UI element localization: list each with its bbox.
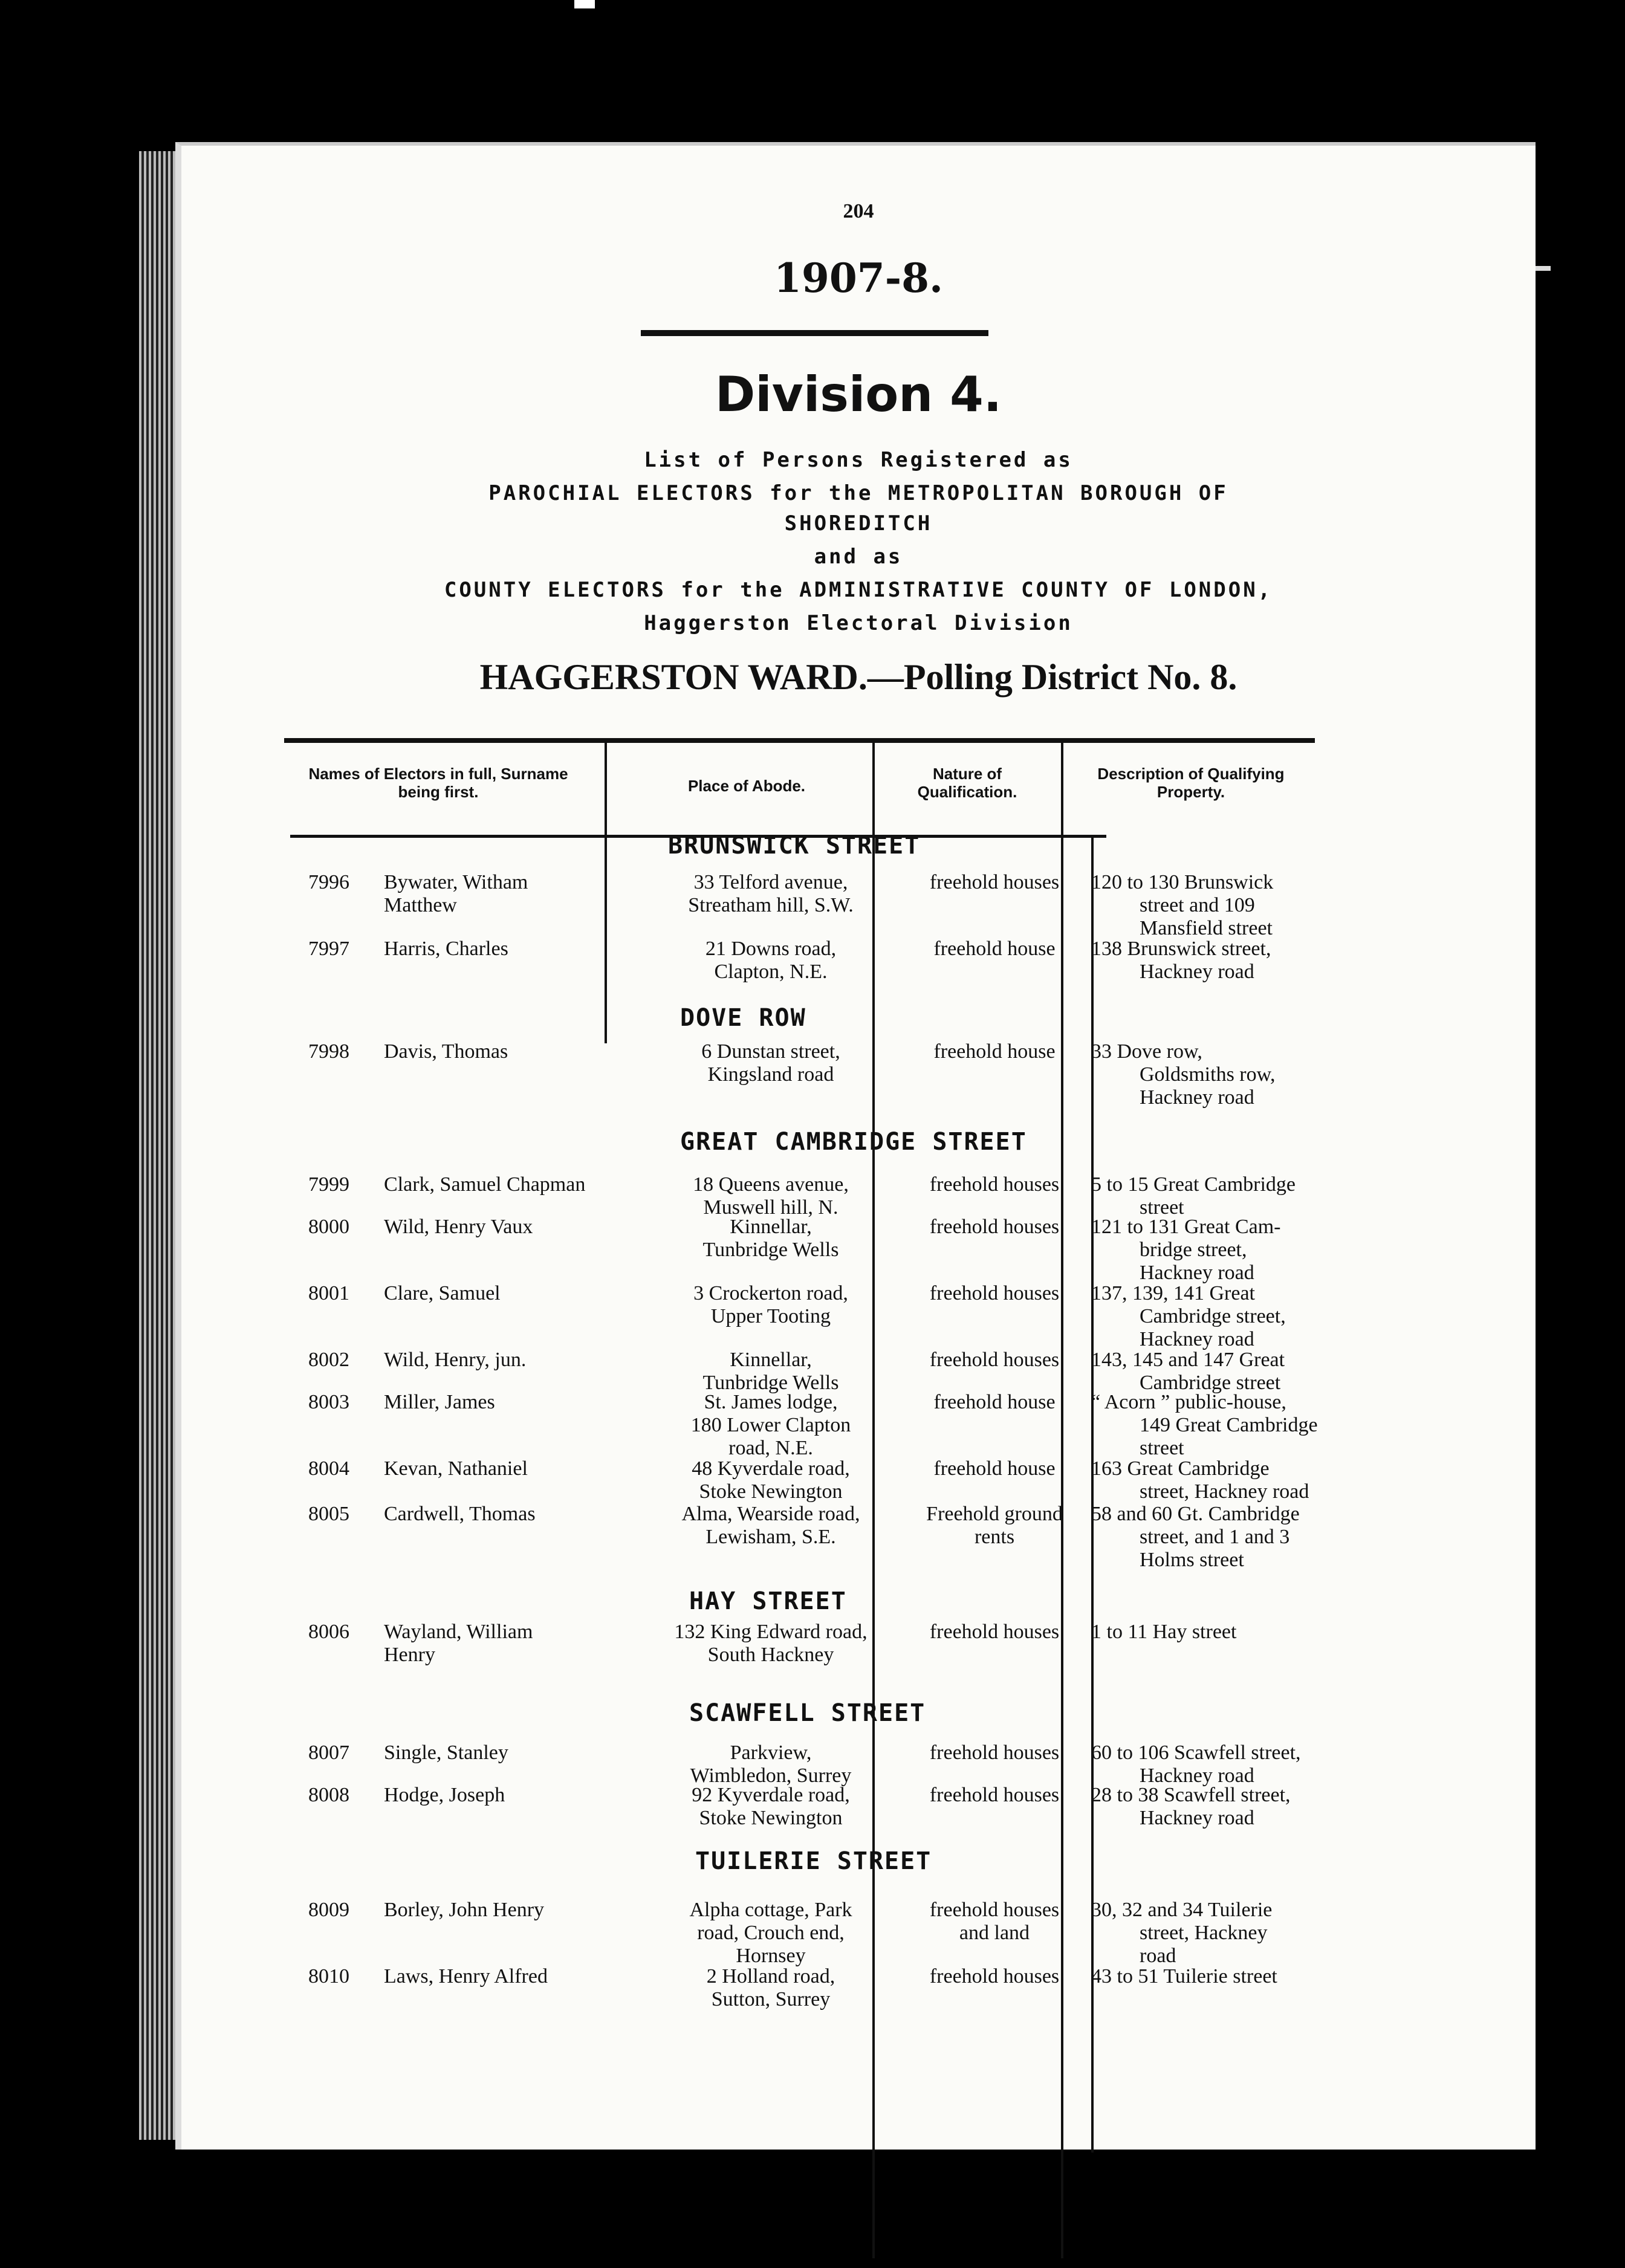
elector-name (308, 1040, 647, 1063)
scan-mark (574, 0, 595, 8)
name-line: Hodge, Joseph (384, 1784, 505, 1806)
place-of-abode-line: 180 Lower Clapton (690, 1414, 851, 1436)
qualification (898, 871, 1091, 894)
street-heading: GREAT CAMBRIDGE STREET (680, 1128, 1027, 1156)
name-line: Clare, Samuel (384, 1282, 501, 1304)
place-of-abode-line: 2 Holland road, (706, 1965, 835, 1988)
property-description-line: street, Hackney road (1140, 1480, 1309, 1503)
place-of-abode-line: Parkview, (730, 1742, 812, 1764)
property-description-line: 138 Brunswick street, (1091, 938, 1271, 960)
heading-line: List of Persons Registered as (644, 448, 1073, 472)
property-description (1091, 1457, 1406, 1503)
column-header-description: Description of Qualifying Property. (1097, 765, 1285, 801)
page-number: 204 (843, 200, 874, 222)
elector-number: 8010 (308, 1965, 349, 1988)
elector-name (308, 1282, 647, 1305)
elector-number: 7997 (308, 938, 349, 960)
qualification-line: freehold house (933, 1391, 1056, 1413)
property-description-line: street and 109 (1140, 894, 1255, 916)
property-description (1091, 938, 1406, 983)
qualification (898, 1040, 1091, 1063)
property-description (1091, 1282, 1406, 1351)
place-of-abode (641, 1503, 901, 1549)
property-description (1091, 1216, 1406, 1285)
place-of-abode (641, 1899, 901, 1968)
property-description-line: Cambridge street, (1140, 1305, 1286, 1327)
qualification-line: and land (959, 1922, 1030, 1944)
property-description-line: 58 and 60 Gt. Cambridge (1091, 1503, 1300, 1525)
heading-line: COUNTY ELECTORS for the ADMINISTRATIVE COUNTY OF LONDON, (444, 578, 1273, 602)
street-heading: DOVE ROW (680, 1004, 806, 1032)
elector-number: 8000 (308, 1216, 349, 1238)
qualification (898, 1899, 1091, 1945)
street-heading: TUILERIE STREET (695, 1847, 932, 1875)
place-of-abode-line: Sutton, Surrey (711, 1988, 831, 2010)
place-of-abode (641, 1784, 901, 1830)
name-line: Kevan, Nathaniel (384, 1457, 528, 1480)
street-heading: HAY STREET (689, 1587, 847, 1615)
property-description (1091, 1391, 1406, 1460)
elector-name (308, 1391, 647, 1414)
heading-line: Haggerston Electoral Division (644, 611, 1073, 635)
place-of-abode-line: Upper Tooting (710, 1305, 831, 1327)
qualification-line: freehold houses (929, 1216, 1060, 1238)
qualification (898, 1503, 1091, 1549)
qualification-line: freehold houses (929, 1899, 1060, 1921)
qualification (898, 1965, 1091, 1988)
property-description (1091, 1503, 1406, 1572)
name-line: Matthew (384, 894, 457, 916)
property-description-line: Hackney road (1140, 1262, 1254, 1284)
elector-number: 8004 (308, 1457, 349, 1480)
place-of-abode (641, 938, 901, 983)
name-line: Davis, Thomas (384, 1040, 508, 1063)
property-description-line: Goldsmiths row, (1140, 1063, 1276, 1086)
name-line: Harris, Charles (384, 938, 508, 960)
name-line: Single, Stanley (384, 1742, 508, 1764)
heading-line: and as (814, 545, 903, 569)
name-line: Miller, James (384, 1391, 495, 1413)
name-line: Laws, Henry Alfred (384, 1965, 548, 1988)
heading-line: SHOREDITCH (784, 511, 933, 536)
property-description-line: 143, 145 and 147 Great (1091, 1349, 1285, 1371)
qualification-line: rents (974, 1526, 1015, 1548)
place-of-abode-line: Kinnellar, (730, 1349, 812, 1371)
book-edge-strip (139, 151, 175, 2140)
place-of-abode (641, 1457, 901, 1503)
qualification-line: freehold houses (929, 1965, 1060, 1988)
place-of-abode-line: St. James lodge, (704, 1391, 838, 1413)
place-of-abode-line: Alpha cottage, Park (689, 1899, 852, 1921)
qualification-line: freehold houses (929, 1621, 1060, 1643)
property-description-line: Hackney road (1140, 1086, 1254, 1109)
place-of-abode-line: Alma, Wearside road, (681, 1503, 860, 1525)
elector-name (308, 1621, 647, 1667)
name-line: Henry (384, 1644, 435, 1666)
year-heading: 1907-8. (774, 254, 943, 302)
place-of-abode-line: 21 Downs road, (705, 938, 837, 960)
name-line: Cardwell, Thomas (384, 1503, 536, 1525)
place-of-abode-line: Kingsland road (707, 1063, 834, 1086)
column-header-abode: Place of Abode. (687, 777, 806, 795)
elector-number: 8009 (308, 1899, 349, 1921)
property-description (1091, 1621, 1406, 1644)
place-of-abode-line: 18 Queens avenue, (693, 1173, 849, 1196)
property-description-line: 137, 139, 141 Great (1091, 1282, 1256, 1304)
register-page (175, 142, 1536, 2150)
qualification-line: freehold house (933, 1457, 1056, 1480)
street-heading: SCAWFELL STREET (689, 1699, 926, 1727)
elector-number: 8003 (308, 1391, 349, 1413)
place-of-abode-line: Muswell hill, N. (703, 1196, 838, 1219)
place-of-abode-line: Streatham hill, S.W. (688, 894, 854, 916)
place-of-abode-line: Tunbridge Wells (702, 1372, 839, 1394)
place-of-abode (641, 1349, 901, 1395)
property-description-line: street (1140, 1196, 1184, 1219)
heading-line: PAROCHIAL ELECTORS for the METROPOLITAN BOROUGH OF (488, 481, 1228, 505)
place-of-abode (641, 1216, 901, 1262)
place-of-abode-line: Stoke Newington (699, 1480, 843, 1503)
qualification-line: freehold houses (929, 871, 1060, 893)
qualification-line: Freehold ground (926, 1503, 1063, 1525)
elector-name (308, 1349, 647, 1372)
qualification-line: freehold house (933, 1040, 1056, 1063)
property-description-line: street (1140, 1437, 1184, 1459)
property-description (1091, 1173, 1406, 1219)
place-of-abode (641, 1040, 901, 1086)
property-description-line: 60 to 106 Scawfell street, (1091, 1742, 1301, 1764)
place-of-abode-line: South Hackney (707, 1644, 834, 1666)
elector-name (308, 1173, 647, 1196)
street-heading: BRUNSWICK STREET (668, 832, 921, 860)
place-of-abode (641, 1621, 901, 1667)
qualification (898, 1457, 1091, 1480)
qualification (898, 938, 1091, 961)
elector-number: 7996 (308, 871, 349, 893)
qualification (898, 1349, 1091, 1372)
qualification (898, 1621, 1091, 1644)
qualification (898, 1784, 1091, 1807)
elector-number: 7999 (308, 1173, 349, 1196)
place-of-abode-line: 33 Telford avenue, (693, 871, 848, 893)
place-of-abode-line: Wimbledon, Surrey (690, 1764, 852, 1787)
place-of-abode-line: Hornsey (736, 1945, 806, 1967)
column-header-names: Names of Electors in full, Surname being first. (308, 765, 568, 801)
property-description (1091, 1965, 1406, 1988)
name-line: Wayland, William (384, 1621, 533, 1643)
elector-number: 7998 (308, 1040, 349, 1063)
qualification-line: freehold houses (929, 1784, 1060, 1806)
property-description-line: Holms street (1140, 1549, 1244, 1571)
place-of-abode (641, 1965, 901, 2011)
name-line: Bywater, Witham (384, 871, 528, 893)
place-of-abode (641, 1742, 901, 1787)
elector-name (308, 1216, 647, 1239)
property-description-line: Hackney road (1140, 1764, 1254, 1787)
qualification-line: freehold houses (929, 1173, 1060, 1196)
property-description-line: 121 to 131 Great Cam- (1091, 1216, 1281, 1238)
place-of-abode (641, 871, 901, 917)
heading-rule (641, 330, 988, 336)
property-description (1091, 1784, 1406, 1830)
elector-name (308, 871, 647, 917)
property-description-line: “ Acorn ” public-house, (1091, 1391, 1286, 1413)
name-line: Clark, Samuel Chapman (384, 1173, 586, 1196)
property-description (1091, 871, 1406, 940)
property-description-line: Hackney road (1140, 1807, 1254, 1829)
division-title: Division 4. (715, 366, 1002, 423)
property-description-line: street, and 1 and 3 (1140, 1526, 1290, 1548)
name-line: Wild, Henry Vaux (384, 1216, 533, 1238)
elector-name (308, 1742, 647, 1764)
column-divider (1061, 741, 1063, 2258)
property-description-line: 43 to 51 Tuilerie street (1091, 1965, 1277, 1988)
property-description-line: street, Hackney (1140, 1922, 1268, 1944)
qualification (898, 1391, 1091, 1414)
qualification (898, 1742, 1091, 1764)
property-description-line: 163 Great Cambridge (1091, 1457, 1270, 1480)
ward-title: HAGGERSTON WARD.—Polling District No. 8. (479, 657, 1237, 697)
elector-number: 8001 (308, 1282, 349, 1304)
place-of-abode-line: Tunbridge Wells (702, 1239, 839, 1261)
qualification (898, 1282, 1091, 1305)
property-description-line: 5 to 15 Great Cambridge (1091, 1173, 1296, 1196)
elector-number: 8005 (308, 1503, 349, 1525)
elector-name (308, 1784, 647, 1807)
place-of-abode-line: 92 Kyverdale road, (692, 1784, 850, 1806)
elector-number: 8007 (308, 1742, 349, 1764)
property-description-line: 28 to 38 Scawfell street, (1091, 1784, 1291, 1806)
property-description (1091, 1349, 1406, 1395)
table-top-rule (284, 738, 1315, 743)
property-description-line: 30, 32 and 34 Tuilerie (1091, 1899, 1273, 1921)
property-description-line: Hackney road (1140, 1328, 1254, 1350)
qualification-line: freehold houses (929, 1282, 1060, 1304)
place-of-abode-line: 3 Crockerton road, (693, 1282, 848, 1304)
place-of-abode-line: Kinnellar, (730, 1216, 812, 1238)
elector-number: 8008 (308, 1784, 349, 1806)
elector-number: 8006 (308, 1621, 349, 1643)
place-of-abode-line: Lewisham, S.E. (705, 1526, 836, 1548)
place-of-abode-line: Stoke Newington (699, 1807, 843, 1829)
property-description (1091, 1899, 1406, 1968)
name-line: Borley, John Henry (384, 1899, 545, 1921)
place-of-abode (641, 1282, 901, 1328)
property-description (1091, 1040, 1406, 1109)
place-of-abode-line: 6 Dunstan street, (701, 1040, 840, 1063)
qualification (898, 1216, 1091, 1239)
qualification-line: freehold houses (929, 1742, 1060, 1764)
property-description-line: bridge street, (1140, 1239, 1247, 1261)
name-line: Wild, Henry, jun. (384, 1349, 527, 1371)
column-header-qualification: Nature of Qualification. (917, 765, 1017, 801)
elector-name (308, 1899, 647, 1922)
property-description (1091, 1742, 1406, 1787)
elector-name (308, 1503, 647, 1526)
property-description-line: Hackney road (1140, 961, 1254, 983)
place-of-abode-line: Clapton, N.E. (714, 961, 828, 983)
place-of-abode (641, 1391, 901, 1460)
property-description-line: road (1140, 1945, 1176, 1967)
elector-name (308, 1457, 647, 1480)
place-of-abode-line: 48 Kyverdale road, (692, 1457, 850, 1480)
property-description-line: Cambridge street (1140, 1372, 1281, 1394)
place-of-abode-line: road, Crouch end, (697, 1922, 845, 1944)
qualification (898, 1173, 1091, 1196)
property-description-line: Mansfield street (1140, 917, 1273, 939)
property-description-line: 33 Dove row, (1091, 1040, 1202, 1063)
elector-number: 8002 (308, 1349, 349, 1371)
qualification-line: freehold house (933, 938, 1056, 960)
qualification-line: freehold houses (929, 1349, 1060, 1371)
place-of-abode (641, 1173, 901, 1219)
place-of-abode-line: 132 King Edward road, (674, 1621, 868, 1643)
property-description-line: 120 to 130 Brunswick (1091, 871, 1274, 893)
property-description-line: 149 Great Cambridge (1140, 1414, 1318, 1436)
place-of-abode-line: road, N.E. (728, 1437, 813, 1459)
property-description-line: 1 to 11 Hay street (1091, 1621, 1237, 1643)
elector-name (308, 1965, 647, 1988)
elector-name (308, 938, 647, 961)
